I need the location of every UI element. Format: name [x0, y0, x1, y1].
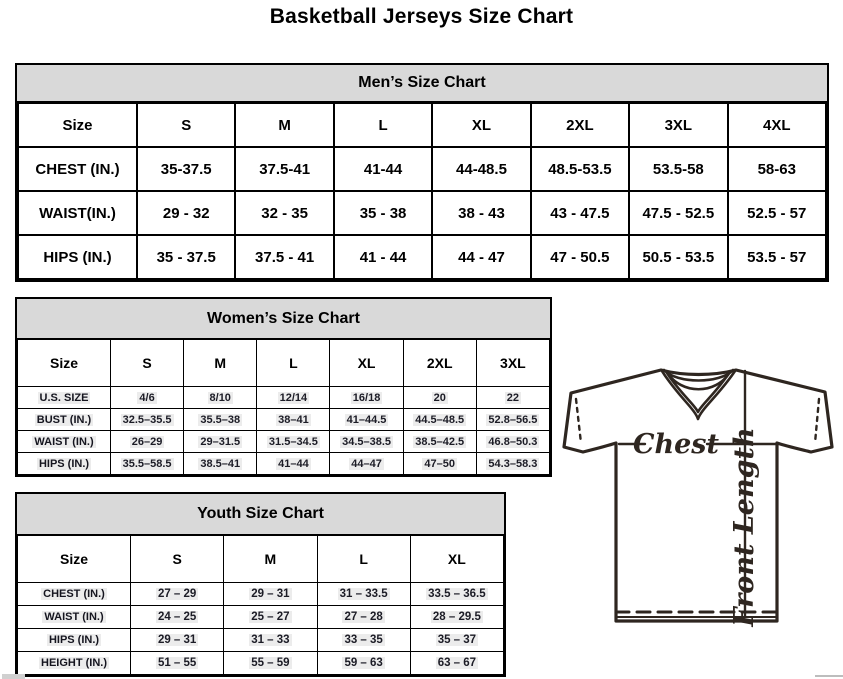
- column-header: 3XL: [629, 103, 727, 147]
- highlighted-value: 54.3–58.3: [488, 457, 538, 470]
- column-header: Size: [18, 340, 111, 387]
- highlighted-value: 52.8–56.5: [488, 413, 538, 426]
- row-label: [18, 629, 131, 652]
- highlighted-value: 22: [506, 391, 520, 404]
- size-value-cell: [224, 652, 317, 675]
- table-row: [18, 147, 826, 191]
- youth-chart-title: Youth Size Chart: [17, 494, 504, 535]
- size-value-cell: [184, 387, 257, 409]
- highlighted-value: 29 – 31: [251, 588, 290, 600]
- size-value-cell: 41 - 44: [334, 235, 432, 279]
- column-header: XL: [410, 536, 503, 583]
- size-value-cell: [257, 453, 330, 475]
- womens-chart-title: Women’s Size Chart: [17, 299, 550, 339]
- size-value-cell: [224, 583, 317, 606]
- highlighted-value: 59 – 63: [344, 657, 383, 669]
- highlighted-value: 47–50: [424, 457, 455, 470]
- size-value-cell: [257, 409, 330, 431]
- row-label: [18, 387, 111, 409]
- highlighted-value: HIPS (IN.): [48, 634, 100, 646]
- column-header: 3XL: [476, 340, 549, 387]
- highlighted-value: 38.5–41: [200, 457, 241, 470]
- youth-chart-grid: [17, 535, 504, 675]
- table-row: [18, 606, 504, 629]
- size-value-cell: 58-63: [728, 147, 826, 191]
- highlighted-value: 4/6: [139, 391, 155, 404]
- column-header: XL: [330, 340, 403, 387]
- size-value-cell: 37.5-41: [235, 147, 333, 191]
- scrollbar-fragment-left[interactable]: [2, 674, 25, 679]
- jersey-measurement-diagram: [555, 355, 843, 655]
- size-value-cell: [111, 409, 184, 431]
- size-value-cell: [410, 606, 503, 629]
- column-header: Size: [18, 103, 137, 147]
- column-header: S: [137, 103, 235, 147]
- row-label: [18, 652, 131, 675]
- size-value-cell: [131, 583, 224, 606]
- size-value-cell: [410, 652, 503, 675]
- size-value-cell: 47 - 50.5: [531, 235, 629, 279]
- column-header: XL: [432, 103, 530, 147]
- column-header: L: [334, 103, 432, 147]
- size-value-cell: [257, 431, 330, 453]
- size-value-cell: 35 - 37.5: [137, 235, 235, 279]
- column-header: Size: [18, 536, 131, 583]
- column-header: L: [317, 536, 410, 583]
- size-value-cell: [317, 583, 410, 606]
- highlighted-value: 34.5–38.5: [342, 435, 392, 448]
- row-label: [18, 409, 111, 431]
- column-header: L: [257, 340, 330, 387]
- highlighted-value: 35 – 37: [437, 634, 477, 646]
- size-value-cell: [330, 409, 403, 431]
- size-value-cell: [476, 453, 549, 475]
- column-header: 2XL: [403, 340, 476, 387]
- highlighted-value: 35.5–38: [200, 413, 241, 426]
- page-title: Basketball Jerseys Size Chart: [269, 5, 574, 28]
- table-row: [18, 453, 550, 475]
- size-value-cell: 52.5 - 57: [728, 191, 826, 235]
- highlighted-value: 63 – 67: [437, 657, 477, 669]
- size-value-cell: [330, 453, 403, 475]
- size-value-cell: [410, 629, 503, 652]
- header-row: [18, 536, 504, 583]
- row-label: [18, 453, 111, 475]
- column-header: S: [111, 340, 184, 387]
- size-value-cell: 29 - 32: [137, 191, 235, 235]
- highlighted-value: 32.5–35.5: [122, 413, 172, 426]
- column-header: M: [184, 340, 257, 387]
- highlighted-value: 41–44.5: [346, 413, 387, 426]
- table-row: [18, 387, 550, 409]
- column-header: 2XL: [531, 103, 629, 147]
- highlighted-value: 27 – 29: [157, 588, 197, 600]
- highlighted-value: 31.5–34.5: [268, 435, 318, 448]
- size-value-cell: [317, 629, 410, 652]
- size-value-cell: [476, 409, 549, 431]
- youth-size-chart-table: [15, 492, 506, 677]
- highlighted-value: 31 – 33: [251, 634, 290, 646]
- size-value-cell: [131, 629, 224, 652]
- highlighted-value: CHEST (IN.): [43, 588, 105, 600]
- highlighted-value: HIPS (IN.): [38, 457, 90, 470]
- size-value-cell: 50.5 - 53.5: [629, 235, 727, 279]
- size-value-cell: 35-37.5: [137, 147, 235, 191]
- row-label: CHEST (IN.): [18, 147, 137, 191]
- size-value-cell: 53.5 - 57: [728, 235, 826, 279]
- size-value-cell: 48.5-53.5: [531, 147, 629, 191]
- row-label: [18, 431, 111, 453]
- chest-label: Chest: [633, 429, 719, 460]
- size-value-cell: 43 - 47.5: [531, 191, 629, 235]
- highlighted-value: 26–29: [131, 435, 163, 448]
- highlighted-value: 44.5–48.5: [415, 413, 465, 426]
- highlighted-value: 25 – 27: [251, 611, 290, 623]
- highlighted-value: 33.5 – 36.5: [428, 588, 486, 600]
- highlighted-value: 35.5–58.5: [122, 457, 172, 470]
- size-value-cell: [184, 453, 257, 475]
- size-value-cell: [330, 387, 403, 409]
- highlighted-value: 51 – 55: [157, 657, 197, 669]
- mens-chart-grid: [17, 102, 827, 280]
- highlighted-value: WAIST (IN.): [44, 611, 104, 623]
- highlighted-value: 29–31.5: [200, 435, 241, 448]
- size-value-cell: [184, 409, 257, 431]
- highlighted-value: U.S. SIZE: [39, 391, 89, 404]
- highlighted-value: 38–41: [278, 413, 309, 426]
- size-value-cell: [184, 431, 257, 453]
- size-value-cell: [111, 431, 184, 453]
- highlighted-value: 46.8–50.3: [488, 435, 538, 448]
- highlighted-value: HEIGHT (IN.): [41, 657, 107, 669]
- column-header: M: [235, 103, 333, 147]
- row-label: WAIST(IN.): [18, 191, 137, 235]
- highlighted-value: 27 – 28: [344, 611, 383, 623]
- size-value-cell: [224, 629, 317, 652]
- row-label: [18, 606, 131, 629]
- highlighted-value: 28 – 29.5: [432, 611, 481, 623]
- size-value-cell: 38 - 43: [432, 191, 530, 235]
- size-value-cell: 37.5 - 41: [235, 235, 333, 279]
- size-value-cell: [257, 387, 330, 409]
- highlighted-value: 44–47: [351, 457, 382, 470]
- highlighted-value: 41–44: [278, 457, 309, 470]
- highlighted-value: 8/10: [209, 391, 231, 404]
- highlighted-value: 29 – 31: [157, 634, 197, 646]
- header-row: [18, 103, 826, 147]
- highlighted-value: 20: [433, 391, 446, 404]
- womens-size-chart-table: [15, 297, 552, 477]
- mens-size-chart-table: [15, 63, 829, 282]
- highlighted-value: WAIST (IN.): [34, 435, 94, 448]
- jersey-outline: [564, 370, 832, 621]
- table-row: [18, 629, 504, 652]
- header-row: [18, 340, 550, 387]
- size-value-cell: [224, 606, 317, 629]
- highlighted-value: 12/14: [279, 391, 308, 404]
- highlighted-value: 38.5–42.5: [415, 435, 465, 448]
- size-value-cell: 32 - 35: [235, 191, 333, 235]
- highlighted-value: 24 – 25: [157, 611, 197, 623]
- size-value-cell: [403, 453, 476, 475]
- highlighted-value: 31 – 33.5: [339, 588, 388, 600]
- size-value-cell: [476, 431, 549, 453]
- table-row: [18, 583, 504, 606]
- highlighted-value: BUST (IN.): [36, 413, 92, 426]
- scrollbar-fragment-right[interactable]: [815, 675, 843, 677]
- size-value-cell: 53.5-58: [629, 147, 727, 191]
- size-value-cell: [317, 606, 410, 629]
- row-label: HIPS (IN.): [18, 235, 137, 279]
- highlighted-value: 16/18: [352, 391, 381, 404]
- size-value-cell: [317, 652, 410, 675]
- size-value-cell: [131, 606, 224, 629]
- size-value-cell: 44-48.5: [432, 147, 530, 191]
- size-value-cell: 44 - 47: [432, 235, 530, 279]
- size-value-cell: [111, 453, 184, 475]
- size-value-cell: 47.5 - 52.5: [629, 191, 727, 235]
- table-row: [18, 652, 504, 675]
- size-value-cell: 41-44: [334, 147, 432, 191]
- table-row: [18, 191, 826, 235]
- size-value-cell: [330, 431, 403, 453]
- size-value-cell: [111, 387, 184, 409]
- table-row: [18, 431, 550, 453]
- column-header: S: [131, 536, 224, 583]
- size-value-cell: [403, 431, 476, 453]
- row-label: [18, 583, 131, 606]
- size-value-cell: [410, 583, 503, 606]
- mens-chart-title: Men’s Size Chart: [17, 65, 827, 102]
- size-value-cell: 35 - 38: [334, 191, 432, 235]
- size-value-cell: [476, 387, 549, 409]
- size-value-cell: [131, 652, 224, 675]
- size-value-cell: [403, 387, 476, 409]
- front-length-label: Front Length: [729, 427, 760, 627]
- highlighted-value: 33 – 35: [344, 634, 383, 646]
- table-row: [18, 409, 550, 431]
- womens-chart-grid: [17, 339, 550, 475]
- size-value-cell: [403, 409, 476, 431]
- column-header: M: [224, 536, 317, 583]
- highlighted-value: 55 – 59: [251, 657, 290, 669]
- table-row: [18, 235, 826, 279]
- column-header: 4XL: [728, 103, 826, 147]
